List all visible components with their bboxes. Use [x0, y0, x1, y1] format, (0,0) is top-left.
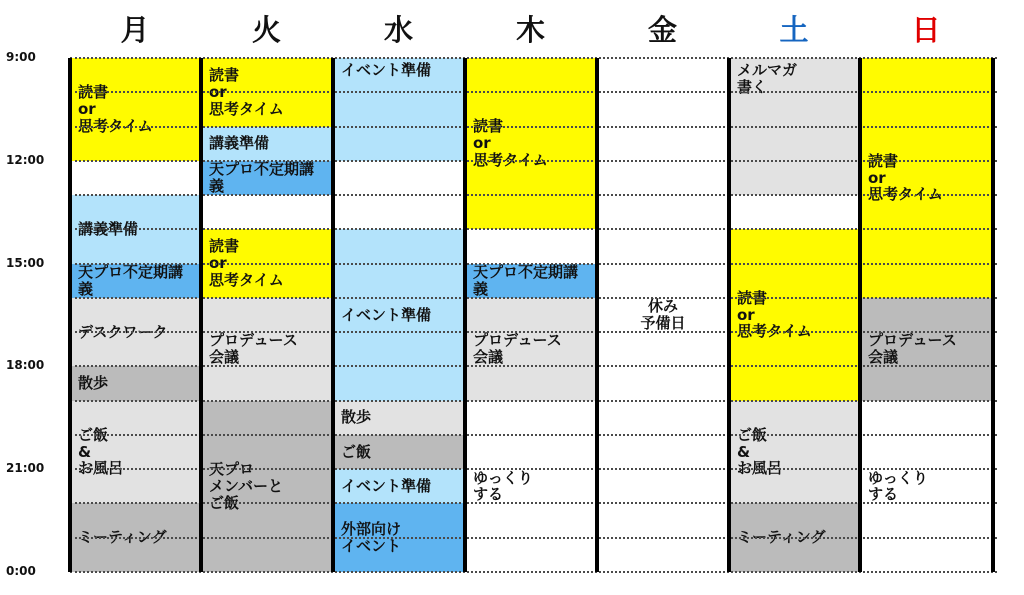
- schedule-block-label: デスクワーク: [78, 322, 168, 341]
- schedule-block-label: 読書 or 思考タイム: [78, 83, 153, 135]
- schedule-block[interactable]: [467, 58, 595, 229]
- time-label: 21:00: [6, 461, 45, 476]
- schedule-block[interactable]: [467, 264, 595, 298]
- schedule-block[interactable]: [203, 161, 331, 195]
- schedule-block[interactable]: [467, 401, 595, 572]
- schedule-block-label: 天プロ不定期講義: [78, 263, 184, 298]
- schedule-block[interactable]: [72, 58, 199, 161]
- schedule-block[interactable]: [467, 298, 595, 401]
- schedule-block-label: 散歩: [341, 408, 372, 427]
- schedule-block-label: ミーティング: [78, 528, 167, 547]
- schedule-block-label: ミーティング: [737, 528, 826, 547]
- schedule-block[interactable]: [599, 58, 727, 572]
- schedule-block[interactable]: [335, 401, 463, 435]
- time-label: 12:00: [6, 152, 45, 167]
- schedule-block-label: 天プロ メンバーと ご飯: [209, 460, 283, 512]
- schedule-block-label: 読書 or 思考タイム: [737, 288, 812, 341]
- time-label: 9:00: [6, 50, 36, 64]
- column-divider: [463, 58, 467, 572]
- empty-slot[interactable]: [203, 195, 331, 229]
- schedule-block[interactable]: [335, 469, 463, 503]
- schedule-block-label: プロデュース 会議: [473, 331, 562, 367]
- schedule-block-label: 天プロ不定期講義: [209, 160, 315, 195]
- schedule-block-label: プロデュース 会議: [868, 331, 957, 367]
- day-header-mon: 月: [120, 12, 151, 47]
- schedule-block-label: 読書 or 思考タイム: [209, 237, 284, 289]
- column-divider: [991, 58, 995, 572]
- schedule-block[interactable]: [72, 264, 199, 298]
- day-header-thu: 木: [515, 12, 546, 47]
- schedule-block-label: イベント準備: [341, 476, 432, 495]
- schedule-block-label: 散歩: [78, 374, 109, 393]
- schedule-block-label: 休み 予備日: [640, 297, 686, 332]
- schedule-block-label: ゆっくり する: [868, 468, 928, 504]
- time-label: 0:00: [6, 564, 36, 578]
- schedule-block-label: プロデュース 会議: [209, 331, 298, 367]
- time-label: 15:00: [6, 255, 45, 270]
- schedule-block[interactable]: [203, 127, 331, 161]
- day-header-sun: 日: [911, 12, 942, 47]
- column-divider: [595, 58, 599, 572]
- schedule-block[interactable]: [72, 401, 199, 504]
- schedule-block[interactable]: [335, 58, 463, 161]
- schedule-block[interactable]: [203, 298, 331, 401]
- schedule-block[interactable]: [731, 401, 858, 504]
- schedule-block-label: ご飯: [341, 442, 372, 461]
- schedule-block-label: メルマガ 書く: [737, 61, 798, 96]
- column-divider: [68, 58, 72, 572]
- schedule-block-label: ご飯 & お風呂: [737, 425, 783, 478]
- column-divider: [727, 58, 731, 572]
- schedule-block[interactable]: [335, 229, 463, 400]
- schedule-block-label: 読書 or 思考タイム: [473, 117, 548, 170]
- schedule-block[interactable]: [72, 366, 199, 400]
- schedule-block[interactable]: [335, 435, 463, 469]
- schedule-block-label: 講義準備: [78, 219, 139, 238]
- schedule-block-label: ご飯 & お風呂: [78, 425, 124, 478]
- schedule-block[interactable]: [862, 298, 991, 401]
- schedule-block-label: 講義準備: [209, 134, 270, 153]
- day-header-sat: 土: [779, 12, 810, 47]
- column-divider: [331, 58, 335, 572]
- empty-slot[interactable]: [467, 229, 595, 263]
- day-header-fri: 金: [647, 12, 678, 47]
- column-divider: [199, 58, 203, 572]
- empty-slot[interactable]: [72, 161, 199, 195]
- schedule-block[interactable]: [203, 401, 331, 572]
- schedule-block[interactable]: [862, 401, 991, 572]
- time-label: 18:00: [6, 358, 45, 373]
- schedule-block-label: 天プロ不定期講義: [473, 263, 579, 298]
- schedule-block-label: イベント準備: [341, 61, 432, 79]
- schedule-block-label: 読書 or 思考タイム: [209, 66, 284, 118]
- column-divider: [858, 58, 862, 572]
- schedule-block-label: 読書 or 思考タイム: [868, 151, 943, 204]
- empty-slot[interactable]: [731, 195, 858, 229]
- schedule-block-label: ゆっくり する: [473, 468, 533, 504]
- schedule-block-label: 外部向け イベント: [341, 519, 402, 555]
- day-header-wed: 水: [383, 12, 414, 47]
- schedule-block-label: イベント準備: [341, 305, 432, 324]
- schedule-block[interactable]: [731, 229, 858, 400]
- day-header-tue: 火: [251, 12, 282, 47]
